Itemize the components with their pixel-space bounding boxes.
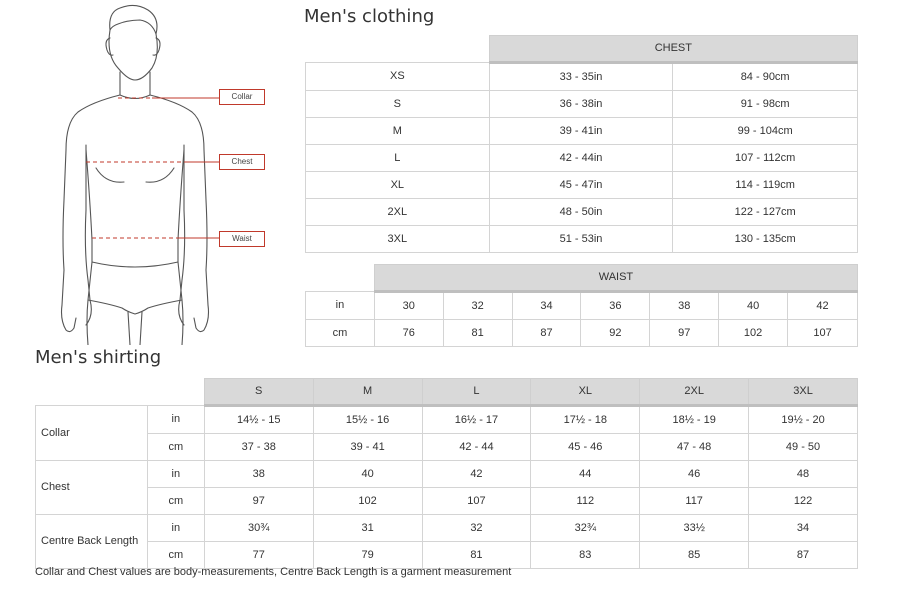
waist-cell: 81: [443, 319, 512, 346]
shirting-cell: 18½ - 19: [640, 405, 749, 433]
waist-size-table: [305, 264, 858, 347]
chest-callout: Chest: [219, 154, 265, 170]
shirting-cell: 42: [422, 460, 531, 487]
collar-callout: Collar: [219, 89, 265, 105]
size-header: L: [422, 379, 531, 406]
unit-label: cm: [147, 433, 204, 460]
shirting-cell: 38: [204, 460, 313, 487]
shirting-cell: 48: [749, 460, 858, 487]
waist-cell: 34: [512, 291, 581, 319]
waist-row-cm: [306, 319, 858, 346]
unit-label: cm: [147, 541, 204, 568]
waist-cell: 107: [788, 319, 858, 346]
size-label: 2XL: [306, 198, 490, 225]
chest-in-cell: 33 - 35in: [489, 62, 673, 90]
chest-cm-cell: 91 - 98cm: [673, 90, 858, 117]
shirting-cell: 83: [531, 541, 640, 568]
waist-cell: 87: [512, 319, 581, 346]
chest-row: [306, 90, 858, 117]
chest-cm-cell: 107 - 112cm: [673, 144, 858, 171]
waist-callout: Waist: [219, 231, 265, 247]
size-header: XL: [531, 379, 640, 406]
footnote: Collar and Chest values are body-measurements, Centre Back Length is a garment measurement: [35, 566, 512, 578]
chest-cm-cell: 114 - 119cm: [673, 171, 858, 198]
shirting-cell: 49 - 50: [749, 433, 858, 460]
waist-cell: 76: [374, 319, 443, 346]
chest-in-cell: 45 - 47in: [489, 171, 673, 198]
shirting-cell: 107: [422, 487, 531, 514]
waist-cell: 97: [650, 319, 719, 346]
shirting-cell: 46: [640, 460, 749, 487]
shirting-cell: 34: [749, 514, 858, 541]
shirting-cell: 102: [313, 487, 422, 514]
shirting-cell: 45 - 46: [531, 433, 640, 460]
shirting-cell: 87: [749, 541, 858, 568]
size-label: XL: [306, 171, 490, 198]
waist-cell: 102: [719, 319, 788, 346]
chest-in-cell: 48 - 50in: [489, 198, 673, 225]
size-header: 3XL: [749, 379, 858, 406]
size-header: M: [313, 379, 422, 406]
unit-label: in: [306, 291, 375, 319]
waist-cell: 30: [374, 291, 443, 319]
shirting-cell: 79: [313, 541, 422, 568]
shirting-cell: 117: [640, 487, 749, 514]
body-figure-illustration: [40, 0, 280, 345]
chest-cm-cell: 122 - 127cm: [673, 198, 858, 225]
shirting-cell: 44: [531, 460, 640, 487]
size-label: L: [306, 144, 490, 171]
size-header: 2XL: [640, 379, 749, 406]
size-label: 3XL: [306, 225, 490, 252]
shirting-cell: 112: [531, 487, 640, 514]
measurement-label: Chest: [36, 460, 148, 514]
shirting-cell: 81: [422, 541, 531, 568]
size-label: S: [306, 90, 490, 117]
shirting-row: [36, 487, 858, 514]
waist-cell: 92: [581, 319, 650, 346]
shirting-cell: 33½: [640, 514, 749, 541]
waist-row-in: [306, 291, 858, 319]
shirting-cell: 39 - 41: [313, 433, 422, 460]
chest-in-cell: 36 - 38in: [489, 90, 673, 117]
chest-in-cell: 39 - 41in: [489, 117, 673, 144]
shirting-cell: 47 - 48: [640, 433, 749, 460]
shirting-size-table: [35, 378, 858, 569]
shirting-row: [36, 433, 858, 460]
chest-cm-cell: 130 - 135cm: [673, 225, 858, 252]
shirting-cell: 40: [313, 460, 422, 487]
chest-row: [306, 144, 858, 171]
shirting-row: [36, 541, 858, 568]
waist-cell: 42: [788, 291, 858, 319]
shirting-cell: 37 - 38: [204, 433, 313, 460]
chest-row: [306, 62, 858, 90]
size-header: S: [204, 379, 313, 406]
unit-label: cm: [306, 319, 375, 346]
waist-header: WAIST: [374, 265, 857, 292]
shirting-row: [36, 514, 858, 541]
unit-label: in: [147, 514, 204, 541]
chest-size-table: [305, 35, 858, 253]
shirting-cell: 32¾: [531, 514, 640, 541]
waist-cell: 40: [719, 291, 788, 319]
unit-label: in: [147, 460, 204, 487]
shirting-cell: 17½ - 18: [531, 405, 640, 433]
size-label: XS: [306, 62, 490, 90]
chest-in-cell: 51 - 53in: [489, 225, 673, 252]
shirting-cell: 42 - 44: [422, 433, 531, 460]
shirting-cell: 31: [313, 514, 422, 541]
shirting-row: [36, 460, 858, 487]
measurement-label: Centre Back Length: [36, 514, 148, 568]
shirting-cell: 30¾: [204, 514, 313, 541]
chest-row: [306, 171, 858, 198]
unit-label: in: [147, 405, 204, 433]
shirting-cell: 16½ - 17: [422, 405, 531, 433]
shirting-cell: 32: [422, 514, 531, 541]
measurement-label: Collar: [36, 405, 148, 460]
chest-row: [306, 117, 858, 144]
chest-cm-cell: 99 - 104cm: [673, 117, 858, 144]
chest-header: CHEST: [489, 36, 857, 63]
shirting-cell: 122: [749, 487, 858, 514]
shirting-cell: 14½ - 15: [204, 405, 313, 433]
waist-cell: 36: [581, 291, 650, 319]
shirting-cell: 97: [204, 487, 313, 514]
chest-row: [306, 198, 858, 225]
mens-clothing-title: Men's clothing: [304, 6, 435, 27]
waist-cell: 38: [650, 291, 719, 319]
shirting-row: [36, 405, 858, 433]
shirting-cell: 15½ - 16: [313, 405, 422, 433]
chest-in-cell: 42 - 44in: [489, 144, 673, 171]
chest-cm-cell: 84 - 90cm: [673, 62, 858, 90]
unit-label: cm: [147, 487, 204, 514]
shirting-cell: 77: [204, 541, 313, 568]
waist-cell: 32: [443, 291, 512, 319]
chest-row: [306, 225, 858, 252]
mens-shirting-title: Men's shirting: [35, 347, 162, 368]
shirting-cell: 19½ - 20: [749, 405, 858, 433]
shirting-cell: 85: [640, 541, 749, 568]
size-label: M: [306, 117, 490, 144]
